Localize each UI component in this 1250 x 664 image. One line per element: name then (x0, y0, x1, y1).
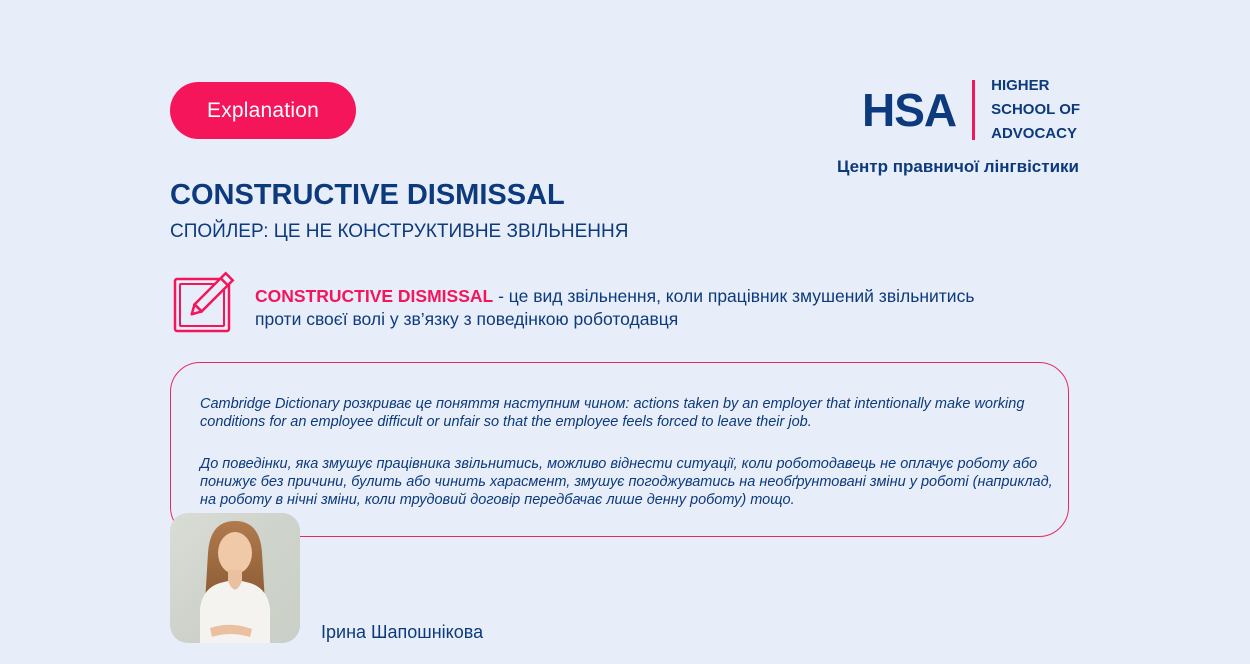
explanation-paragraph-1: Cambridge Dictionary розкриває це поняття наступним чином: actions taken by an employer that intentionally make working conditions for an employee difficult or unfair so that the employee feels forced to leave their job. (200, 396, 1025, 430)
edit-note-icon (172, 270, 238, 334)
logo-text-line-2: SCHOOL OF (991, 101, 1081, 118)
explanation-box (170, 362, 1069, 537)
page-subtitle: СПОЙЛЕР: ЦЕ НЕ КОНСТРУКТИВНЕ ЗВІЛЬНЕННЯ (170, 221, 629, 242)
definition-body: - це вид звільнення, коли працівник змушений звільнитись проти своєї волі у зв’язку з поведінкою роботодавця (255, 286, 975, 329)
definition-text (255, 285, 975, 331)
definition-term: CONSTRUCTIVE DISMISSAL (255, 286, 494, 306)
explanation-badge (170, 82, 356, 139)
logo-text-line-1: HIGHER (991, 77, 1050, 94)
hsa-logo (862, 78, 1080, 142)
logo-mark: HSA (862, 84, 957, 136)
explanation-badge-label: Explanation (207, 98, 319, 122)
center-name: Центр правничої лінгвістики (836, 157, 1079, 176)
logo-text (991, 74, 1080, 146)
logo-divider (972, 80, 975, 140)
logo-text-line-3: ADVOCACY (991, 125, 1077, 142)
explanation-paragraph-2: До поведінки, яка змушує працівника звільнитись, можливо віднести ситуації, коли роботодавець не оплачує роботу або понижує без причини, булить або чинить харасмент, змушує погоджуватись на необґрунтовані зміни у роботі (наприклад, на роботу в нічні зміни, коли трудовий договір передбачає лише денну роботу) тощо. (200, 456, 1053, 508)
author-name: Ірина Шапошнікова (321, 622, 484, 642)
author-avatar (170, 513, 300, 643)
page-title: CONSTRUCTIVE DISMISSAL (170, 179, 565, 211)
